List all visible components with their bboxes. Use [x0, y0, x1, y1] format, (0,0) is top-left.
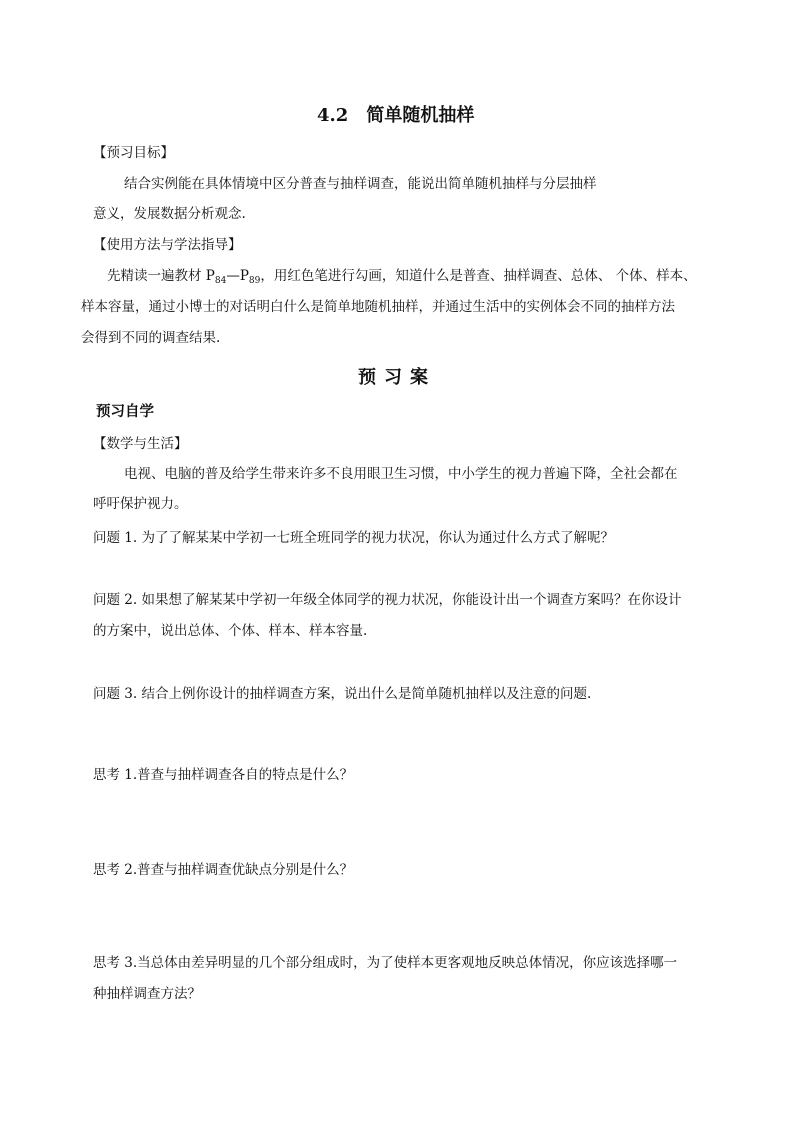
method-text-line-2: 样本容量，通过小博士的对话明白什么是简单地随机抽样，并通过生活中的实例体会不同的抽样方法	[81, 299, 675, 315]
page-start-subscript: 84	[214, 276, 227, 286]
life-text-line-1: 电视、电脑的普及给学生带来许多不良用眼卫生习惯，中小学生的视力普遍下降，全社会都在	[124, 466, 678, 482]
method-text-line-1	[107, 268, 697, 284]
think-1: 思考 1.普查与抽样调查各自的特点是什么？	[93, 767, 354, 783]
page-title: 4.2 简单随机抽样	[317, 105, 475, 126]
preview-heading: 预习案	[358, 367, 436, 388]
think-2: 思考 2.普查与抽样调查优缺点分别是什么？	[93, 862, 354, 878]
think-3-line-2: 种抽样调查方法？	[93, 986, 201, 1002]
method-text-post: ，用红色笔进行勾画，知道什么是普查、抽样调查、总体、 个体、样本、	[260, 268, 697, 284]
question-3: 问题 3. 结合上例你设计的抽样调查方案，说出什么是简单随机抽样以及注意的问题.	[93, 686, 592, 702]
method-text-pre: 先精读一遍教材 P	[107, 268, 215, 284]
section-heading-method: 【使用方法与学法指导】	[93, 237, 242, 253]
method-dash: —P	[226, 268, 249, 284]
self-study-heading: 预习自学	[96, 403, 154, 420]
goal-text-line-1: 结合实例能在具体情境中区分普查与抽样调查，能说出简单随机抽样与分层抽样	[124, 176, 597, 192]
page-end-subscript: 89	[248, 276, 261, 286]
section-heading-life: 【数学与生活】	[93, 436, 188, 452]
method-text-line-3: 会得到不同的调查结果.	[81, 330, 221, 346]
question-2-line-2: 的方案中，说出总体、个体、样本、样本容量.	[93, 623, 368, 639]
goal-text-line-2: 意义，发展数据分析观念.	[93, 206, 246, 222]
question-2-line-1: 问题 2. 如果想了解某某中学初一年级全体同学的视力状况，你能设计出一个调查方案吗？在你设计	[93, 592, 682, 608]
life-text-line-2: 呼吁保护视力。	[93, 496, 188, 512]
think-3-line-1: 思考 3.当总体由差异明显的几个部分组成时，为了使样本更客观地反映总体情况，你应该选择哪一	[93, 955, 678, 971]
question-1: 问题 1. 为了了解某某中学初一七班全班同学的视力状况，你认为通过什么方式了解呢？	[93, 530, 614, 546]
section-heading-goal: 【预习目标】	[93, 145, 174, 161]
